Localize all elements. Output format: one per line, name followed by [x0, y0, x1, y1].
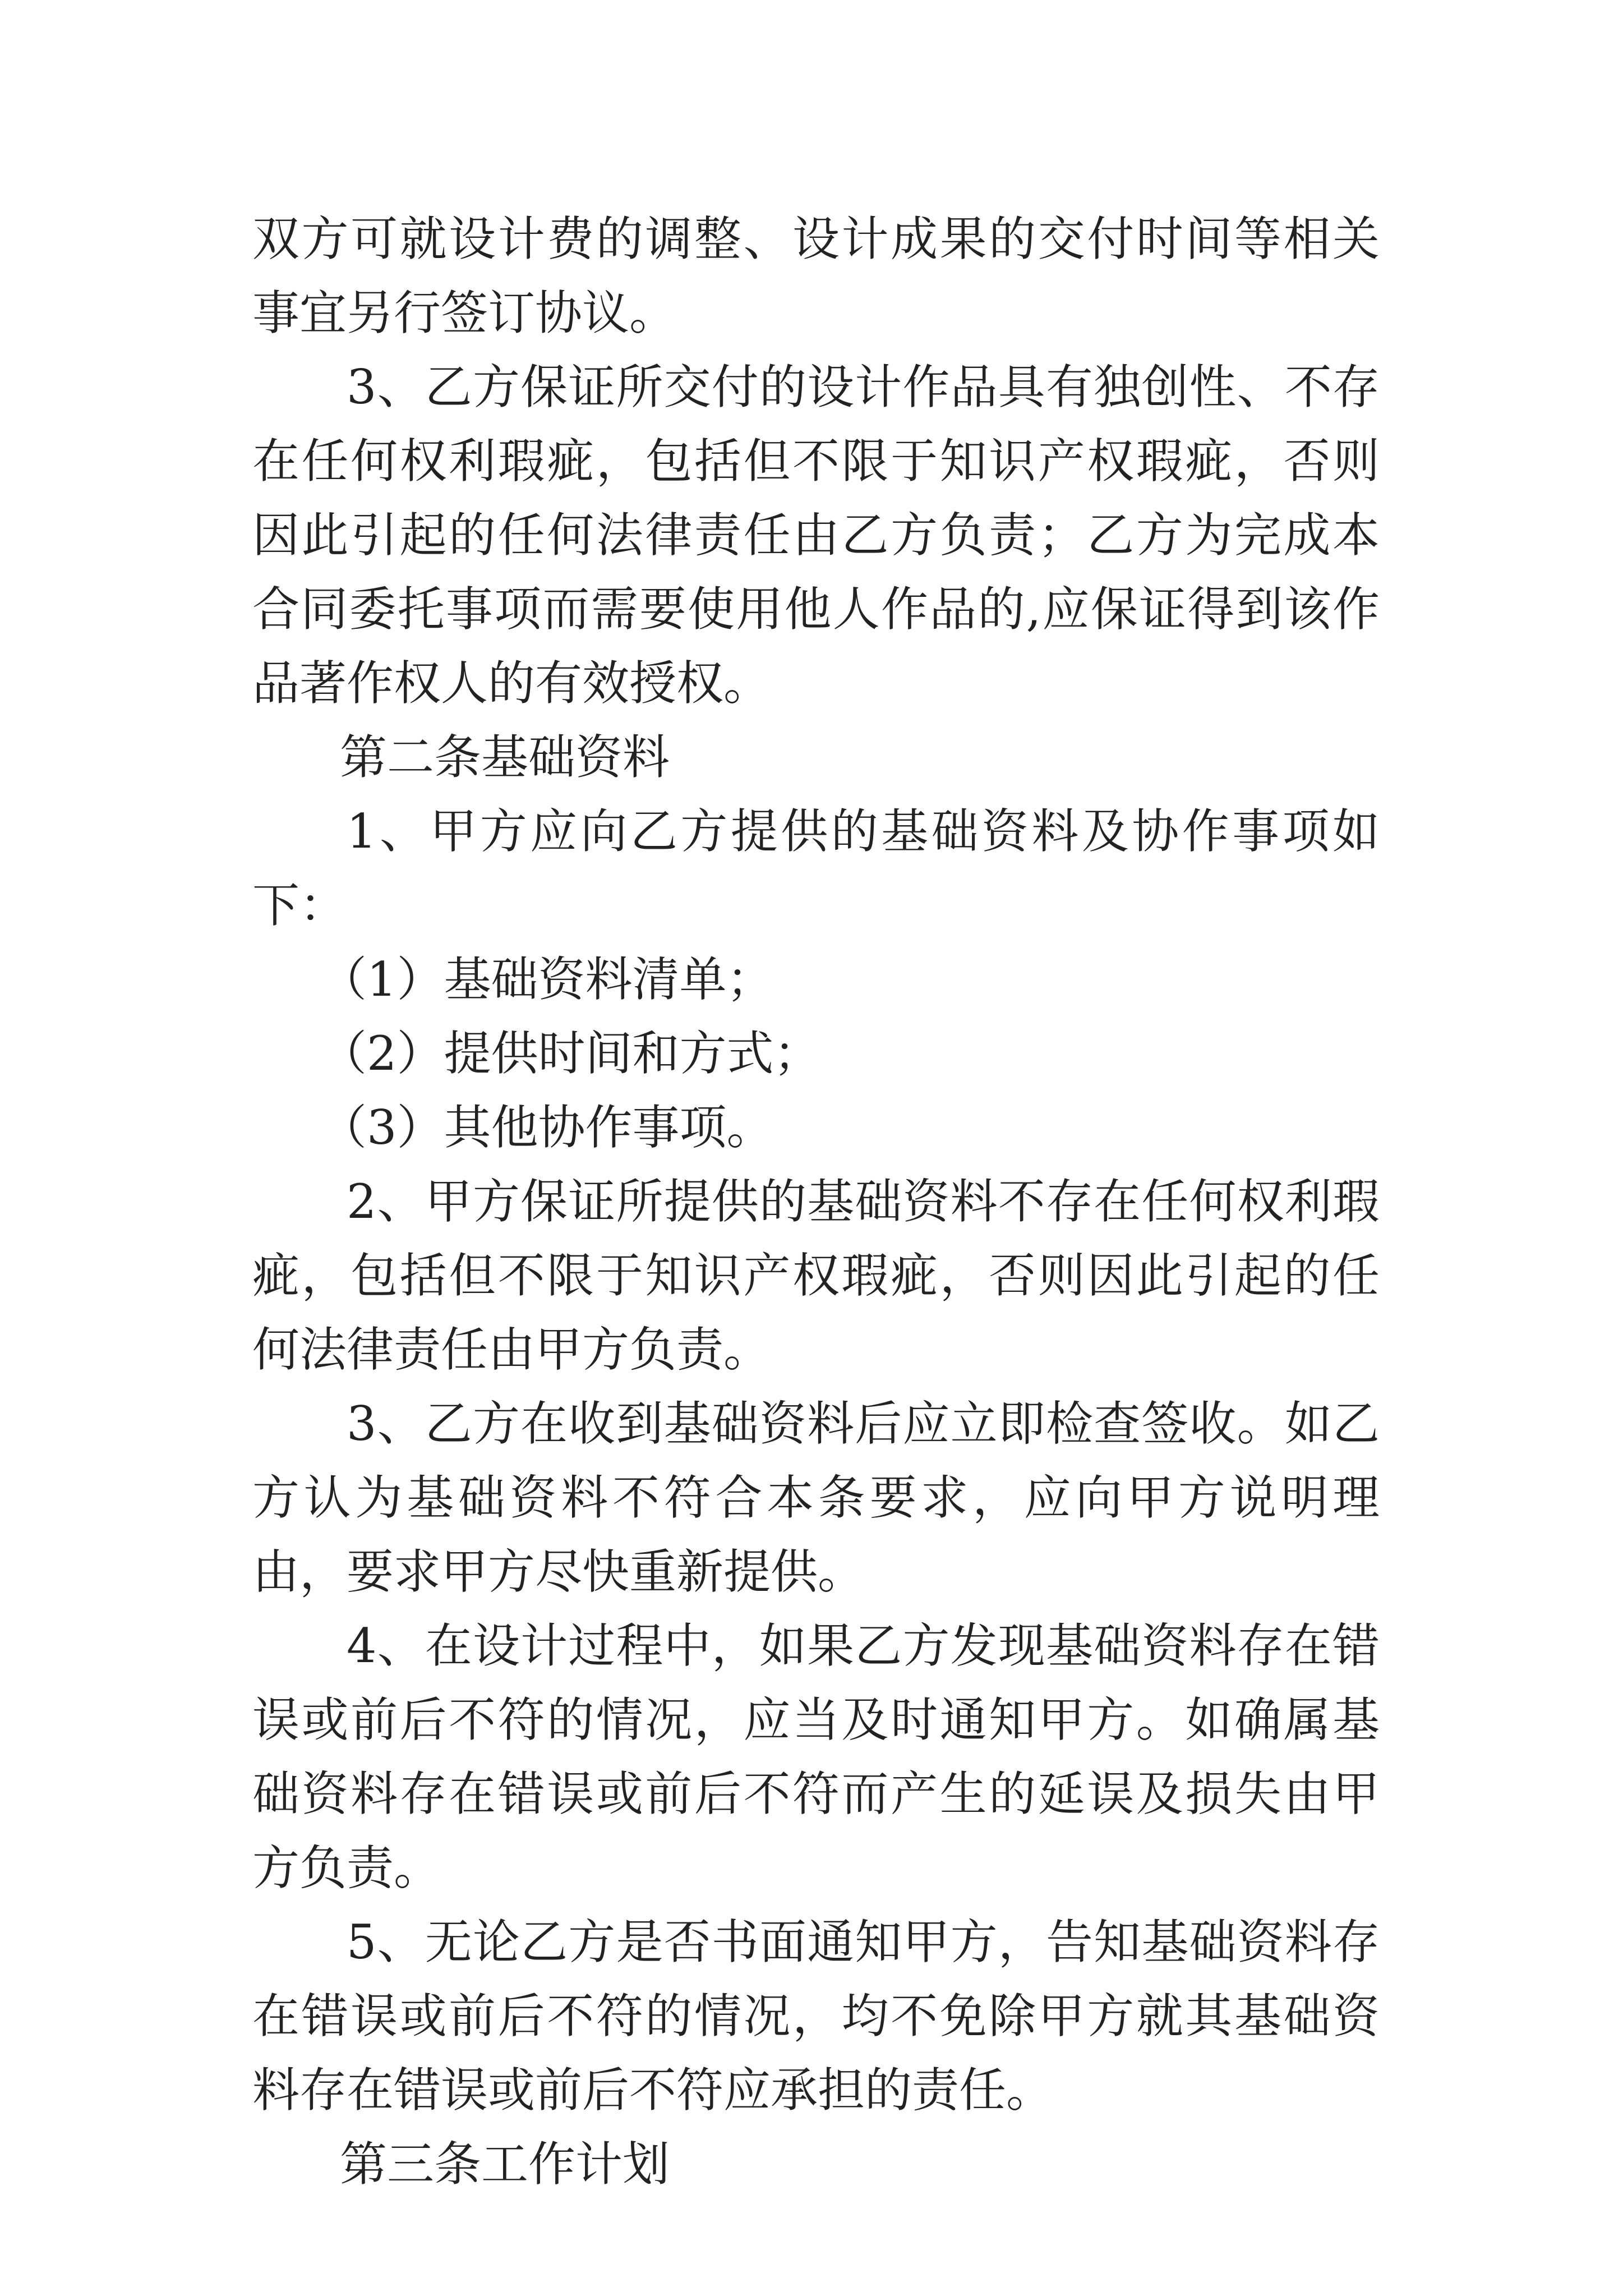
paragraph-clause-3-inspection: 3、乙方在收到基础资料后应立即检查签收。如乙方认为基础资料不符合本条要求，应向甲方说明理由，要求甲方尽快重新提供。 — [252, 1396, 1380, 1599]
paragraph-clause-3-originality: 3、乙方保证所交付的设计作品具有独创性、不存在任何权利瑕疵，包括但不限于知识产权瑕疵，否则因此引起的任何法律责任由乙方负责；乙方为完成本合同委托事项而需要使用他人作品的,应保证得到该作品著作权人的有效授权。 — [252, 360, 1380, 711]
section-heading-article-3: 第三条工作计划 — [340, 2137, 670, 2192]
paragraph-clause-5-responsibility: 5、无论乙方是否书面通知甲方，告知基础资料存在错误或前后不符的情况，均不免除甲方就其基础资料存在错误或前后不符应承担的责任。 — [252, 1915, 1380, 2118]
list-item-other-matters: （3）其他协作事项。 — [320, 1100, 774, 1155]
paragraph-clause-4-errors: 4、在设计过程中，如果乙方发现基础资料存在错误或前后不符的情况，应当及时通知甲方。如确属基础资料存在错误或前后不符而产生的延误及损失由甲方负责。 — [252, 1618, 1380, 1895]
paragraph-clause-1-materials: 1、甲方应向乙方提供的基础资料及协作事项如下： — [252, 804, 1380, 933]
list-item-materials-list: （1）基础资料清单； — [320, 952, 774, 1007]
paragraph-continuation: 双方可就设计费的调整、设计成果的交付时间等相关事宜另行签订协议。 — [252, 211, 1380, 341]
section-heading-article-2: 第二条基础资料 — [340, 730, 670, 785]
list-item-time-and-method: （2）提供时间和方式； — [320, 1026, 821, 1081]
document-body — [252, 202, 1380, 2201]
paragraph-clause-2-warranty: 2、甲方保证所提供的基础资料不存在任何权利瑕疵，包括但不限于知识产权瑕疵，否则因此引起的任何法律责任由甲方负责。 — [252, 1174, 1380, 1377]
